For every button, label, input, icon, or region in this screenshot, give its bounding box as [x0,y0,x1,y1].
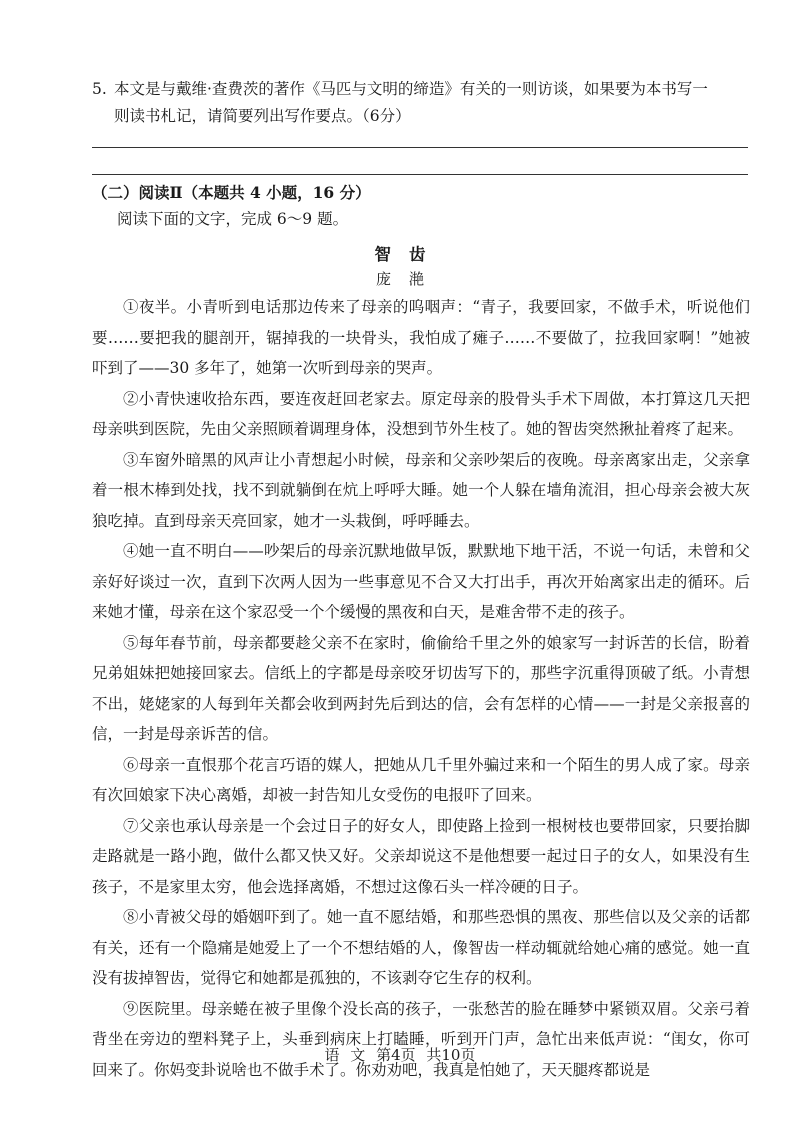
article-author: 庞滟 [375,270,442,288]
answer-line-2 [92,174,748,175]
question-5-text-1: 本文是与戴维·查费茨的著作《马匹与文明的缔造》有关的一则访谈，如果要为本书写一 [114,80,708,98]
page-footer: 语 文 第4页 共10页 [324,1046,476,1064]
section-heading: （二）阅读Ⅱ（本题共 4 小题，16 分） [92,183,371,202]
article-paragraph: ①夜半。小青听到电话那边传来了母亲的呜咽声：“青子，我要回家，不做手术，听说他们要……要把我的腿剖开，锯掉我的一块骨头，我怕成了瘫子……不要做了，拉我回家啊！”她被吓到了——30 多年了，她第一次听到母亲的哭声。 [92,298,750,377]
question-5-line-1 [92,76,752,103]
article-paragraph: ⑧小青被父母的婚姻吓到了。她一直不愿结婚，和那些恐惧的黑夜、那些信以及父亲的话都有关，还有一个隐痛是她爱上了一个不想结婚的人，像智齿一样动辄就给她心痛的感觉。她一直没有拔掉智齿，觉得它和她都是孤独的，不该剥夺它生存的权利。 [92,908,750,987]
article-paragraph: ⑥母亲一直恨那个花言巧语的媒人，把她从几千里外骗过来和一个陌生的男人成了家。母亲有次回娘家下决心离婚，却被一封告知儿女受伤的电报吓了回来。 [92,755,750,804]
article-paragraph: ③车窗外暗黑的风声让小青想起小时候，母亲和父亲吵架后的夜晚。母亲离家出走，父亲拿着一根木棒到处找，找不到就躺倒在炕上呼呼大睡。她一个人躲在墙角流泪，担心母亲会被大灰狼吃掉。直到母亲天亮回家，她才一头栽倒，呼呼睡去。 [92,450,750,530]
article-body [92,292,750,1085]
article-paragraph: ⑦父亲也承认母亲是一个会过日子的好女人，即使路上捡到一根树枝也要带回家，只要抬脚走路就是一路小跑，做什么都又快又好。父亲却说这不是他想要一起过日子的女人，如果没有生孩子，不是家里太穷，他会选择离婚，不想过这像石头一样冷硬的日子。 [92,816,750,896]
question-5-number: 5. [92,80,107,98]
question-5 [92,76,752,130]
section-instruction: 阅读下面的文字，完成 6～9 题。 [117,210,349,228]
article-paragraph: ⑨医院里。母亲蜷在被子里像个没长高的孩子，一张愁苦的脸在睡梦中紧锁双眉。父亲弓着背坐在旁边的塑料凳子上，头垂到病床上打瞌睡，听到开门声，急忙出来低声说：“闺女，你可回来了。你妈变卦说啥也不做手术了。你劝劝吧，我真是怕她了，天天腿疼都说是 [92,999,750,1079]
article-paragraph: ⑤每年春节前，母亲都要趁父亲不在家时，偷偷给千里之外的娘家写一封诉苦的长信，盼着兄弟姐妹把她接回家去。信纸上的字都是母亲咬牙切齿写下的，那些字沉重得顶破了纸。小青想不出，姥姥家的人每到年关都会收到两封先后到达的信，会有怎样的心情——一封是父亲报喜的信，一封是母亲诉苦的信。 [92,633,750,743]
answer-line-1 [92,147,748,148]
article-paragraph: ②小青快速收拾东西，要连夜赶回老家去。原定母亲的股骨头手术下周做，本打算这几天把母亲哄到医院，先由父亲照顾着调理身体，没想到节外生枝了。她的智齿突然揪扯着疼了起来。 [92,389,750,438]
article-paragraph: ④她一直不明白——吵架后的母亲沉默地做早饭，默默地下地干活，不说一句话，未曾和父亲好好谈过一次，直到下次两人因为一些事意见不合又大打出手，再次开始离家出走的循环。后来她才懂，母亲在这个家忍受一个个缓慢的黑夜和白天，是难舍带不走的孩子。 [92,542,750,621]
question-5-text-2: 则读书札记，请简要列出写作要点。（6分） [114,107,411,125]
article-title: 智齿 [374,245,444,264]
